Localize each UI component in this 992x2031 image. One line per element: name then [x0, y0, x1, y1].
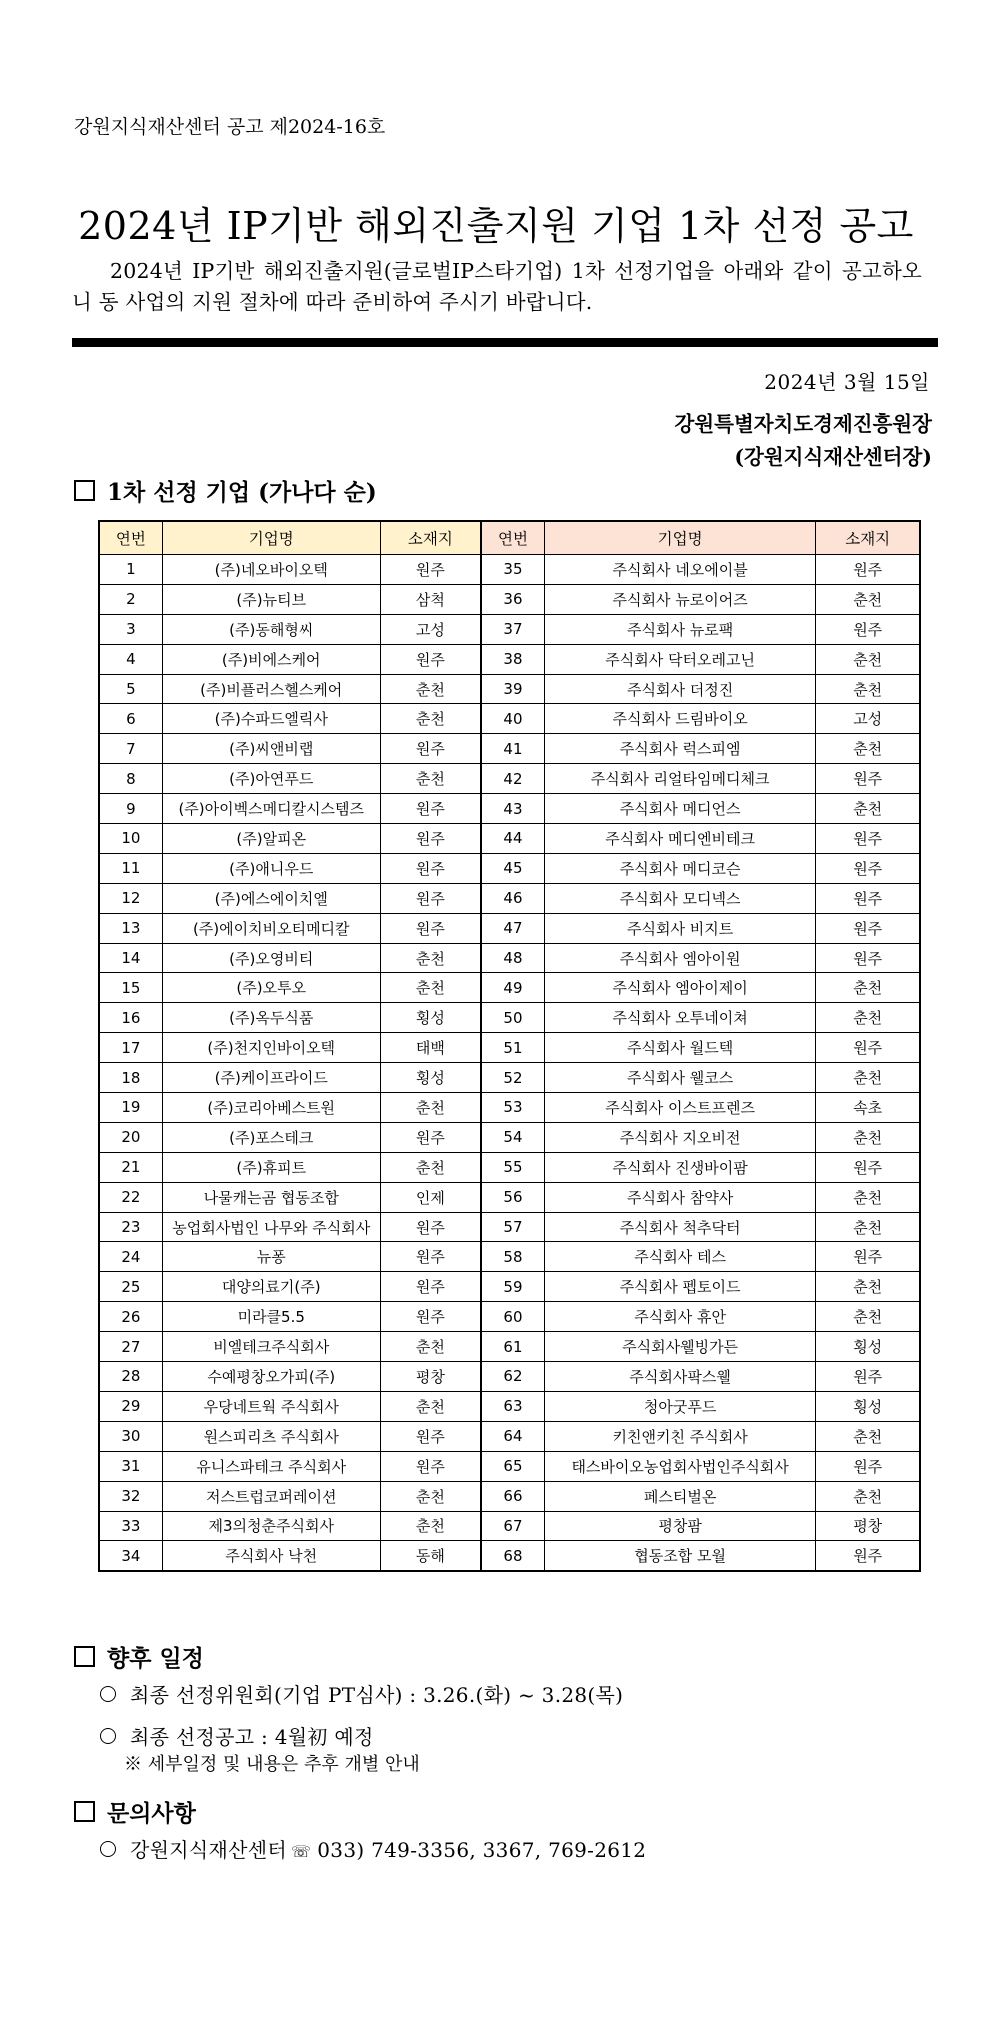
section-title-text: 1차 선정 기업 (가나다 순) — [107, 479, 377, 506]
table-row — [99, 704, 920, 734]
table-row — [99, 973, 920, 1003]
cell-location: 춘천 — [816, 1212, 920, 1242]
cell-location: 고성 — [380, 614, 481, 644]
inquiry-item — [100, 1834, 646, 1863]
inquiry-org: 강원지식재산센터 — [130, 1838, 287, 1862]
cell-company: (주)에이치비오티메디칼 — [162, 913, 380, 943]
schedule-item — [100, 1679, 623, 1708]
cell-number: 4 — [99, 644, 162, 674]
cell-location: 원주 — [380, 1242, 481, 1272]
cell-number: 52 — [481, 1063, 544, 1093]
cell-number: 45 — [481, 853, 544, 883]
cell-company: 주식회사 지오비전 — [544, 1122, 816, 1152]
cell-location: 춘천 — [380, 1332, 481, 1362]
cell-location: 춘천 — [380, 943, 481, 973]
cell-number: 63 — [481, 1391, 544, 1421]
cell-location: 원주 — [380, 1122, 481, 1152]
cell-company: (주)휴피트 — [162, 1152, 380, 1182]
col-header-location: 소재지 — [380, 521, 481, 555]
cell-company: 뉴퐁 — [162, 1242, 380, 1272]
circle-bullet-icon — [100, 1841, 116, 1857]
cell-location: 원주 — [380, 1272, 481, 1302]
table-row — [99, 1182, 920, 1212]
cell-company: 주식회사 참약사 — [544, 1182, 816, 1212]
cell-location: 춘천 — [380, 1481, 481, 1511]
notice-date: 2024년 3월 15일 — [764, 370, 930, 394]
table-row — [99, 644, 920, 674]
cell-number: 56 — [481, 1182, 544, 1212]
cell-company: 유니스파테크 주식회사 — [162, 1451, 380, 1481]
table-row — [99, 943, 920, 973]
table-row — [99, 1421, 920, 1451]
cell-company: (주)오영비티 — [162, 943, 380, 973]
cell-location: 춘천 — [816, 1302, 920, 1332]
table-row — [99, 584, 920, 614]
cell-company: 주식회사팍스웰 — [544, 1362, 816, 1392]
cell-location: 춘천 — [380, 764, 481, 794]
cell-number: 51 — [481, 1033, 544, 1063]
cell-location: 춘천 — [816, 1063, 920, 1093]
cell-location: 원주 — [816, 883, 920, 913]
schedule-note: ※ 세부일정 및 내용은 추후 개별 안내 — [124, 1754, 420, 1775]
cell-location: 원주 — [816, 1362, 920, 1392]
table-row — [99, 764, 920, 794]
col-header-company: 기업명 — [162, 521, 380, 555]
cell-number: 21 — [99, 1152, 162, 1182]
cell-company: (주)네오바이오텍 — [162, 555, 380, 585]
cell-number: 48 — [481, 943, 544, 973]
checkbox-square-icon — [74, 1646, 95, 1667]
cell-location: 춘천 — [816, 794, 920, 824]
cell-location: 춘천 — [816, 1122, 920, 1152]
cell-number: 33 — [99, 1511, 162, 1541]
table-row — [99, 1332, 920, 1362]
table-row — [99, 1391, 920, 1421]
cell-company: 우당네트웍 주식회사 — [162, 1391, 380, 1421]
cell-number: 62 — [481, 1362, 544, 1392]
cell-company: 주식회사 네오에이블 — [544, 555, 816, 585]
cell-number: 7 — [99, 734, 162, 764]
cell-number: 44 — [481, 824, 544, 854]
cell-number: 55 — [481, 1152, 544, 1182]
cell-location: 동해 — [380, 1541, 481, 1571]
cell-number: 5 — [99, 674, 162, 704]
cell-number: 40 — [481, 704, 544, 734]
cell-location: 횡성 — [816, 1332, 920, 1362]
cell-location: 원주 — [380, 1421, 481, 1451]
cell-location: 춘천 — [816, 734, 920, 764]
cell-company: 비엘테크주식회사 — [162, 1332, 380, 1362]
cell-location: 고성 — [816, 704, 920, 734]
cell-number: 32 — [99, 1481, 162, 1511]
cell-company: (주)비플러스헬스케어 — [162, 674, 380, 704]
cell-location: 원주 — [816, 1152, 920, 1182]
cell-location: 원주 — [816, 555, 920, 585]
cell-location: 춘천 — [380, 674, 481, 704]
table-row — [99, 1272, 920, 1302]
table-row — [99, 883, 920, 913]
table-row — [99, 1063, 920, 1093]
cell-number: 47 — [481, 913, 544, 943]
cell-company: (주)애니우드 — [162, 853, 380, 883]
cell-number: 6 — [99, 704, 162, 734]
table-row — [99, 674, 920, 704]
cell-company: 페스티벌온 — [544, 1481, 816, 1511]
cell-company: 주식회사 닥터오레고닌 — [544, 644, 816, 674]
cell-number: 42 — [481, 764, 544, 794]
cell-company: 협동조합 모월 — [544, 1541, 816, 1571]
cell-number: 27 — [99, 1332, 162, 1362]
cell-company: (주)알피온 — [162, 824, 380, 854]
cell-location: 원주 — [816, 1242, 920, 1272]
issuer-subtitle: (강원지식재산센터장) — [734, 445, 932, 469]
cell-location: 춘천 — [380, 973, 481, 1003]
cell-company: (주)케이프라이드 — [162, 1063, 380, 1093]
cell-location: 인제 — [380, 1182, 481, 1212]
table-row — [99, 1541, 920, 1571]
col-header-company: 기업명 — [544, 521, 816, 555]
table-row — [99, 1302, 920, 1332]
table-row — [99, 555, 920, 585]
cell-number: 20 — [99, 1122, 162, 1152]
cell-number: 28 — [99, 1362, 162, 1392]
table-row — [99, 1242, 920, 1272]
cell-location: 삼척 — [380, 584, 481, 614]
col-header-number: 연번 — [99, 521, 162, 555]
cell-number: 65 — [481, 1451, 544, 1481]
cell-number: 35 — [481, 555, 544, 585]
cell-location: 춘천 — [816, 674, 920, 704]
table-row — [99, 1033, 920, 1063]
cell-number: 1 — [99, 555, 162, 585]
cell-company: 주식회사 비지트 — [544, 913, 816, 943]
cell-location: 원주 — [816, 853, 920, 883]
cell-company: 주식회사 엠아이원 — [544, 943, 816, 973]
cell-location: 춘천 — [816, 1182, 920, 1212]
table-row — [99, 1481, 920, 1511]
cell-company: 주식회사 월드텍 — [544, 1033, 816, 1063]
cell-company: 주식회사 테스 — [544, 1242, 816, 1272]
cell-number: 12 — [99, 883, 162, 913]
col-header-location: 소재지 — [816, 521, 920, 555]
cell-company: 주식회사 더정진 — [544, 674, 816, 704]
cell-company: (주)에스에이치엘 — [162, 883, 380, 913]
cell-company: (주)옥두식품 — [162, 1003, 380, 1033]
cell-number: 67 — [481, 1511, 544, 1541]
cell-location: 원주 — [380, 734, 481, 764]
cell-location: 원주 — [816, 1451, 920, 1481]
cell-location: 원주 — [816, 614, 920, 644]
cell-location: 춘천 — [816, 1421, 920, 1451]
section-inquiry — [74, 1795, 196, 1828]
cell-company: 주식회사 휴안 — [544, 1302, 816, 1332]
cell-company: 주식회사 척추닥터 — [544, 1212, 816, 1242]
cell-company: 대양의료기(주) — [162, 1272, 380, 1302]
cell-location: 춘천 — [380, 1391, 481, 1421]
cell-location: 춘천 — [380, 1511, 481, 1541]
cell-company: 주식회사 이스트프렌즈 — [544, 1093, 816, 1123]
col-header-number: 연번 — [481, 521, 544, 555]
section-schedule — [74, 1640, 204, 1673]
cell-number: 34 — [99, 1541, 162, 1571]
cell-company: (주)코리아베스트원 — [162, 1093, 380, 1123]
cell-company: 주식회사 메디엔비테크 — [544, 824, 816, 854]
cell-company: 저스트럽코퍼레이션 — [162, 1481, 380, 1511]
cell-number: 50 — [481, 1003, 544, 1033]
cell-number: 64 — [481, 1421, 544, 1451]
cell-company: 주식회사 낙천 — [162, 1541, 380, 1571]
cell-location: 원주 — [380, 824, 481, 854]
cell-number: 58 — [481, 1242, 544, 1272]
cell-number: 66 — [481, 1481, 544, 1511]
cell-location: 평창 — [380, 1362, 481, 1392]
cell-location: 원주 — [380, 853, 481, 883]
cell-company: 주식회사웰빙가든 — [544, 1332, 816, 1362]
cell-number: 18 — [99, 1063, 162, 1093]
cell-company: 제3의청춘주식회사 — [162, 1511, 380, 1541]
cell-number: 38 — [481, 644, 544, 674]
cell-number: 68 — [481, 1541, 544, 1571]
cell-company: 평창팜 — [544, 1511, 816, 1541]
cell-company: 주식회사 엠아이제이 — [544, 973, 816, 1003]
table-row — [99, 1003, 920, 1033]
cell-company: 주식회사 진생바이팜 — [544, 1152, 816, 1182]
cell-number: 17 — [99, 1033, 162, 1063]
cell-company: 주식회사 메디언스 — [544, 794, 816, 824]
checkbox-square-icon — [74, 1801, 95, 1822]
schedule-item-text: 최종 선정공고 : 4월初 예정 — [130, 1725, 374, 1749]
table-row — [99, 794, 920, 824]
cell-number: 24 — [99, 1242, 162, 1272]
issuer-title: 강원특별자치도경제진흥원장 — [674, 412, 932, 436]
cell-number: 37 — [481, 614, 544, 644]
cell-number: 22 — [99, 1182, 162, 1212]
cell-company: 태스바이오농업회사법인주식회사 — [544, 1451, 816, 1481]
cell-location: 횡성 — [816, 1391, 920, 1421]
cell-location: 원주 — [816, 913, 920, 943]
cell-company: 미라클5.5 — [162, 1302, 380, 1332]
cell-company: (주)포스테크 — [162, 1122, 380, 1152]
cell-number: 14 — [99, 943, 162, 973]
cell-location: 원주 — [380, 913, 481, 943]
cell-location: 속초 — [816, 1093, 920, 1123]
cell-company: (주)오투오 — [162, 973, 380, 1003]
cell-location: 원주 — [380, 555, 481, 585]
cell-company: 키친앤키친 주식회사 — [544, 1421, 816, 1451]
cell-company: 주식회사 펩토이드 — [544, 1272, 816, 1302]
cell-number: 23 — [99, 1212, 162, 1242]
section-title-text: 향후 일정 — [107, 1645, 204, 1672]
cell-location: 원주 — [380, 644, 481, 674]
cell-company: (주)뉴티브 — [162, 584, 380, 614]
cell-number: 49 — [481, 973, 544, 1003]
phone-icon: ☏ — [290, 1842, 312, 1861]
cell-location: 춘천 — [816, 1272, 920, 1302]
cell-number: 53 — [481, 1093, 544, 1123]
cell-company: (주)수파드엘릭사 — [162, 704, 380, 734]
table-row — [99, 734, 920, 764]
cell-company: 주식회사 오투네이쳐 — [544, 1003, 816, 1033]
cell-location: 춘천 — [816, 1481, 920, 1511]
cell-company: (주)아연푸드 — [162, 764, 380, 794]
cell-location: 원주 — [380, 1302, 481, 1332]
cell-location: 횡성 — [380, 1003, 481, 1033]
cell-company: 주식회사 뉴로팩 — [544, 614, 816, 644]
cell-location: 춘천 — [380, 704, 481, 734]
cell-number: 16 — [99, 1003, 162, 1033]
inquiry-phone: 033) 749-3356, 3367, 769-2612 — [317, 1838, 647, 1862]
cell-company: 주식회사 웰코스 — [544, 1063, 816, 1093]
cell-company: (주)씨앤비랩 — [162, 734, 380, 764]
cell-number: 43 — [481, 794, 544, 824]
circle-bullet-icon — [100, 1728, 116, 1744]
cell-location: 원주 — [816, 764, 920, 794]
table-row — [99, 1511, 920, 1541]
checkbox-square-icon — [74, 480, 95, 501]
cell-number: 10 — [99, 824, 162, 854]
cell-company: (주)동해형씨 — [162, 614, 380, 644]
cell-company: 청아굿푸드 — [544, 1391, 816, 1421]
table-row — [99, 614, 920, 644]
issuer-block — [675, 408, 932, 474]
cell-number: 13 — [99, 913, 162, 943]
cell-number: 59 — [481, 1272, 544, 1302]
cell-company: (주)비에스케어 — [162, 644, 380, 674]
cell-location: 원주 — [380, 1212, 481, 1242]
schedule-item-text: 최종 선정위원회(기업 PT심사) : 3.26.(화) ~ 3.28(목) — [130, 1683, 624, 1707]
cell-location: 춘천 — [380, 1152, 481, 1182]
cell-number: 9 — [99, 794, 162, 824]
cell-number: 61 — [481, 1332, 544, 1362]
cell-number: 60 — [481, 1302, 544, 1332]
cell-company: 주식회사 모디넥스 — [544, 883, 816, 913]
table-row — [99, 853, 920, 883]
table-row — [99, 1093, 920, 1123]
cell-company: 주식회사 럭스피엠 — [544, 734, 816, 764]
divider-rule — [72, 338, 938, 347]
cell-number: 11 — [99, 853, 162, 883]
cell-location: 춘천 — [816, 973, 920, 1003]
intro-paragraph: 2024년 IP기반 해외진출지원(글로벌IP스타기업) 1차 선정기업을 아래와 같이 공고하오니 동 사업의 지원 절차에 따라 준비하여 주시기 바랍니다. — [72, 259, 922, 314]
cell-location: 춘천 — [816, 1003, 920, 1033]
cell-number: 25 — [99, 1272, 162, 1302]
cell-location: 원주 — [816, 824, 920, 854]
cell-number: 3 — [99, 614, 162, 644]
cell-location: 원주 — [380, 794, 481, 824]
schedule-item — [100, 1721, 374, 1750]
cell-number: 2 — [99, 584, 162, 614]
cell-number: 19 — [99, 1093, 162, 1123]
cell-location: 태백 — [380, 1033, 481, 1063]
cell-location: 춘천 — [816, 584, 920, 614]
cell-company: 주식회사 드림바이오 — [544, 704, 816, 734]
cell-number: 46 — [481, 883, 544, 913]
cell-company: 나물캐는곰 협동조합 — [162, 1182, 380, 1212]
cell-company: 원스피리츠 주식회사 — [162, 1421, 380, 1451]
cell-company: 주식회사 리얼타임메디체크 — [544, 764, 816, 794]
circle-bullet-icon — [100, 1686, 116, 1702]
table-row — [99, 824, 920, 854]
section-title-text: 문의사항 — [107, 1800, 196, 1827]
cell-location: 원주 — [816, 1033, 920, 1063]
cell-number: 41 — [481, 734, 544, 764]
cell-company: 수예평창오가피(주) — [162, 1362, 380, 1392]
cell-location: 원주 — [816, 943, 920, 973]
notice-number: 강원지식재산센터 공고 제2024-16호 — [74, 116, 386, 138]
cell-location: 춘천 — [380, 1093, 481, 1123]
table-row — [99, 913, 920, 943]
cell-company: (주)아이벡스메디칼시스템즈 — [162, 794, 380, 824]
page-title: 2024년 IP기반 해외진출지원 기업 1차 선정 공고 — [78, 204, 914, 249]
cell-location: 횡성 — [380, 1063, 481, 1093]
table-row — [99, 1152, 920, 1182]
table-row — [99, 1122, 920, 1152]
cell-location: 평창 — [816, 1511, 920, 1541]
table-row — [99, 1212, 920, 1242]
cell-number: 31 — [99, 1451, 162, 1481]
cell-number: 29 — [99, 1391, 162, 1421]
table-row — [99, 1362, 920, 1392]
cell-location: 원주 — [816, 1541, 920, 1571]
cell-company: 주식회사 메디코슨 — [544, 853, 816, 883]
cell-location: 원주 — [380, 1451, 481, 1481]
cell-number: 36 — [481, 584, 544, 614]
cell-number: 57 — [481, 1212, 544, 1242]
cell-number: 30 — [99, 1421, 162, 1451]
cell-location: 원주 — [380, 883, 481, 913]
cell-number: 15 — [99, 973, 162, 1003]
cell-company: 주식회사 뉴로이어즈 — [544, 584, 816, 614]
cell-number: 39 — [481, 674, 544, 704]
cell-number: 54 — [481, 1122, 544, 1152]
table-row — [99, 1451, 920, 1481]
section-selected-companies — [74, 474, 377, 507]
cell-number: 26 — [99, 1302, 162, 1332]
cell-location: 춘천 — [816, 644, 920, 674]
cell-number: 8 — [99, 764, 162, 794]
selected-companies-table — [98, 520, 921, 1572]
cell-company: (주)천지인바이오텍 — [162, 1033, 380, 1063]
cell-company: 농업회사법인 나무와 주식회사 — [162, 1212, 380, 1242]
table-header-row — [99, 521, 920, 555]
